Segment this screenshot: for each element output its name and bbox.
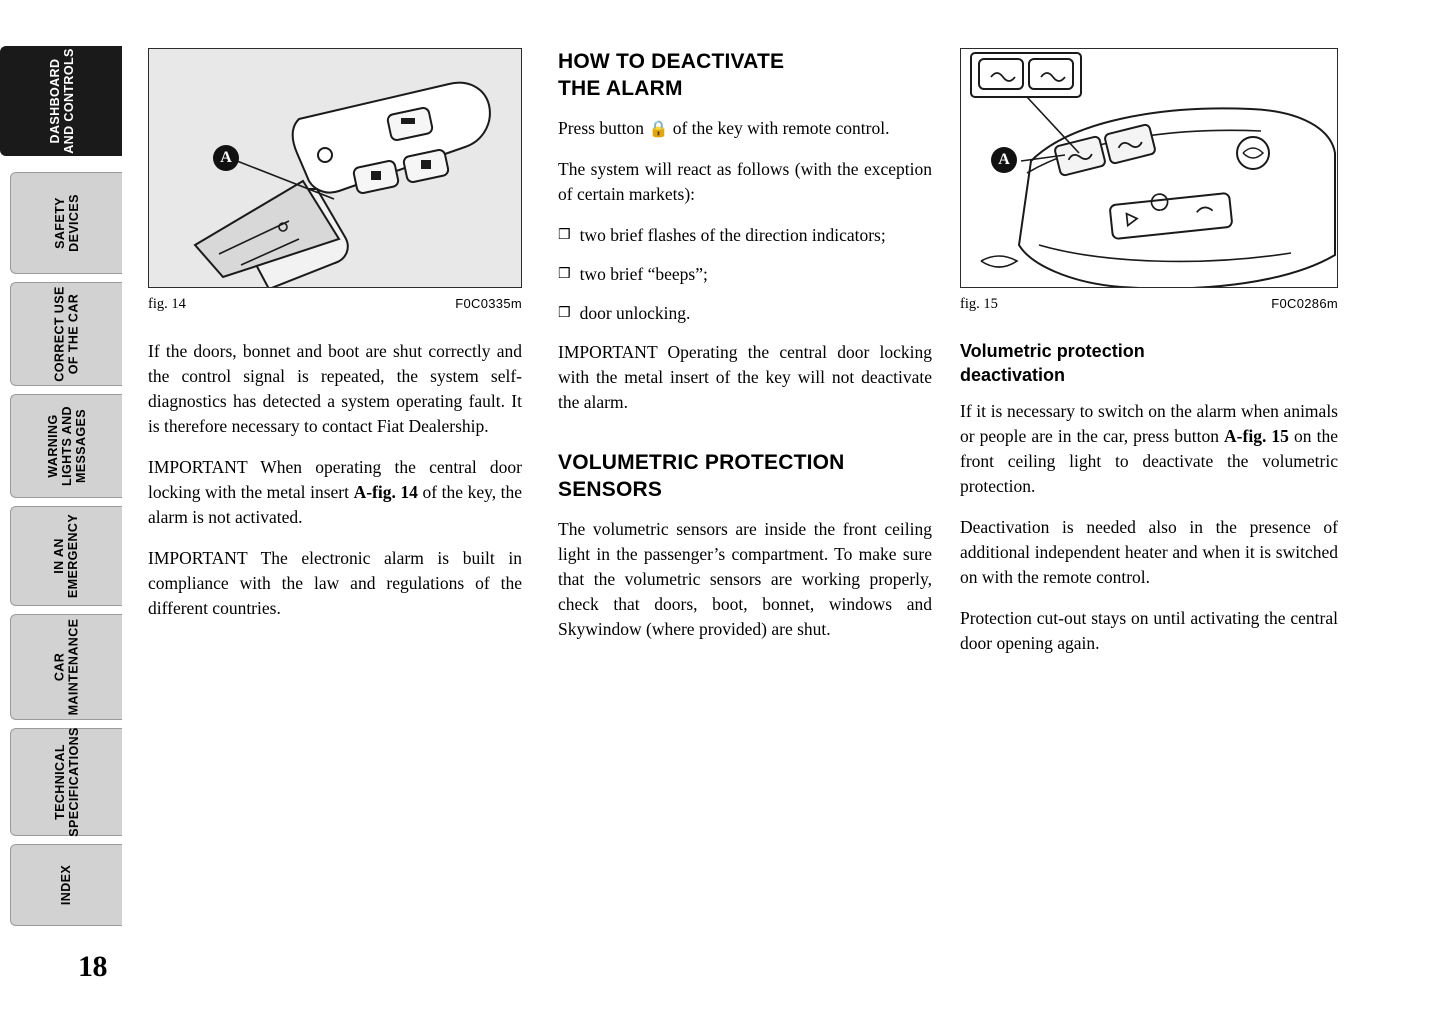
sidebar-item-label: SAFETY DEVICES <box>52 194 81 252</box>
sidebar-item-correct-use-of-the-car[interactable] <box>10 282 122 386</box>
sidebar-item-warning-lights-and-messages[interactable] <box>10 394 122 498</box>
bullet-box-icon: ❒ <box>558 266 571 282</box>
text-pre: IMPORTANT When operating the central door locking with the metal insert <box>148 457 522 502</box>
column-middle <box>558 48 932 658</box>
sidebar <box>0 0 122 1026</box>
figure-15-label: fig. 15 <box>960 296 998 312</box>
text-pre: Press button <box>558 118 649 138</box>
text-bold-a-fig-15: A-fig. 15 <box>1224 426 1289 446</box>
figure-14-code: F0C0335m <box>455 296 522 311</box>
paragraph-important-metal-insert <box>148 455 522 530</box>
paragraph-system-reacts: The system will react as follows (with the exception of certain markets): <box>558 159 932 204</box>
list-item-label: two brief “beeps”; <box>579 264 708 284</box>
sidebar-item-label: CORRECT USE OF THE CAR <box>52 286 81 382</box>
list-item-label: two brief flashes of the direction indicators; <box>579 225 886 245</box>
paragraph-important-electronic-alarm: IMPORTANT The electronic alarm is built in compliance with the law and regulations of the different countries. <box>148 548 522 618</box>
list-item <box>558 262 932 287</box>
heading-how-to-deactivate-the-alarm: HOW TO DEACTIVATE THE ALARM <box>558 50 785 100</box>
figure-15-image <box>960 48 1338 288</box>
paragraph-switch-on-alarm <box>960 399 1338 499</box>
sidebar-item-technical-specifications[interactable] <box>10 728 122 836</box>
sidebar-item-dashboard-and-controls[interactable] <box>0 46 122 156</box>
bullet-box-icon: ❒ <box>558 305 571 321</box>
sidebar-item-label: WARNING LIGHTS AND MESSAGES <box>45 406 88 486</box>
list-item <box>558 301 932 326</box>
figure-15-caption <box>960 296 1338 313</box>
figure-14-caption <box>148 296 522 313</box>
subheading-volumetric-protection-deactivation: Volumetric protection deactivation <box>960 341 1145 385</box>
paragraph-press-button <box>558 116 932 141</box>
lock-icon: 🔒 <box>648 119 669 138</box>
figure-14-label: fig. 14 <box>148 296 186 312</box>
paragraph-volumetric-sensors: The volumetric sensors are inside the front ceiling light in the passenger’s compartment. To make sure that the volumetric sensors are working properly, check that doors, boot, bonnet, windows and Skywindow (where provided) are shut. <box>558 519 932 639</box>
list-item <box>558 223 932 248</box>
sidebar-item-car-maintenance[interactable] <box>10 614 122 720</box>
sidebar-item-index[interactable] <box>10 844 122 926</box>
sidebar-item-label: INDEX <box>59 864 74 906</box>
sidebar-item-label: TECHNICAL SPECIFICATIONS <box>52 727 81 837</box>
page-number: 18 <box>78 950 107 983</box>
sidebar-item-in-an-emergency[interactable] <box>10 506 122 606</box>
sidebar-item-label: IN AN EMERGENCY <box>52 513 81 599</box>
column-left <box>148 48 522 637</box>
car-key-illustration <box>149 49 522 288</box>
heading-volumetric-protection-sensors: VOLUMETRIC PROTECTION SENSORS <box>558 451 845 501</box>
paragraph-important-central-door-locking: IMPORTANT Operating the central door locking with the metal insert of the key will not deactivate the alarm. <box>558 342 932 412</box>
figure-14-marker-a: A <box>213 145 239 171</box>
text-post: of the key, the alarm is not activated. <box>148 482 523 527</box>
figure-15-code: F0C0286m <box>1271 296 1338 311</box>
text-post: on the front ceiling light to deactivate the volumetric protection. <box>960 426 1338 496</box>
text-post: of the key with remote control. <box>668 118 890 138</box>
figure-14-image <box>148 48 522 288</box>
column-right <box>960 48 1338 672</box>
sidebar-item-label: CAR MAINTENANCE <box>52 618 81 716</box>
sidebar-item-safety-devices[interactable] <box>10 172 122 274</box>
sidebar-item-label: DASHBOARD AND CONTROLS <box>47 48 76 154</box>
paragraph-deactivation-needed: Deactivation is needed also in the presence of additional independent heater and when it is switched on with the remote control. <box>960 517 1338 587</box>
ceiling-light-illustration <box>961 49 1338 288</box>
text-bold-a-fig-14: A-fig. 14 <box>353 482 418 502</box>
paragraph-protection-cut-out: Protection cut-out stays on until activating the central door opening again. <box>960 608 1338 653</box>
figure-15-marker-a: A <box>991 147 1017 173</box>
list-item-label: door unlocking. <box>579 303 691 323</box>
bullet-box-icon: ❒ <box>558 227 571 243</box>
paragraph-doors-bonnet-boot: If the doors, bonnet and boot are shut correctly and the control signal is repeated, the system self-diagnostics has detected a system operating fault. It is therefore necessary to contact Fiat Dealership. <box>148 341 522 436</box>
text-pre: If it is necessary to switch on the alarm when animals or people are in the car, press button <box>960 401 1338 446</box>
